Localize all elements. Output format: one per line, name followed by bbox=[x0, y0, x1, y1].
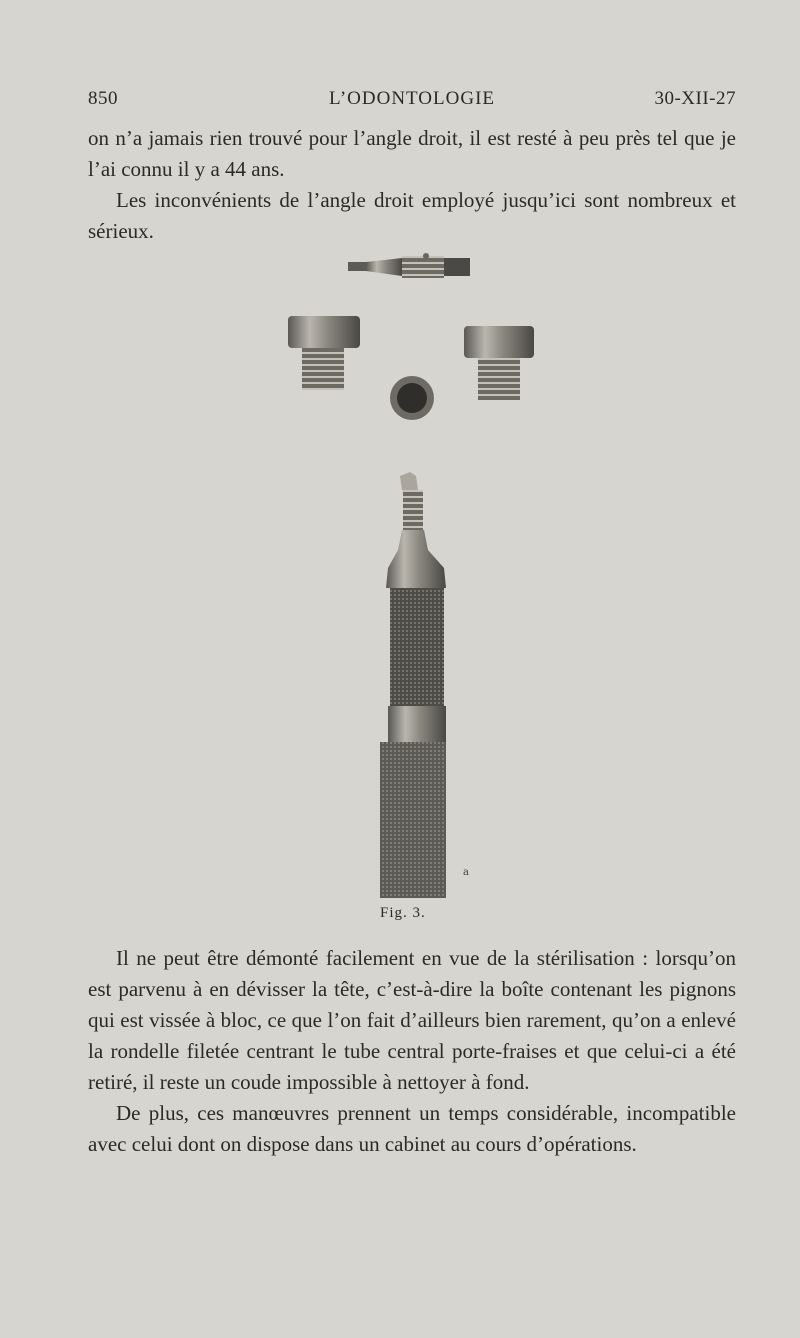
paragraph-continuation: on n’a jamais rien trouvé pour l’angle droit, il est resté à peu près tel que je l’ai connu il y a 44 ans. bbox=[88, 126, 736, 181]
spindle-part bbox=[348, 253, 470, 278]
page-header bbox=[88, 88, 736, 118]
page-number: 850 bbox=[88, 88, 118, 109]
threaded-cap-left bbox=[288, 316, 360, 390]
figure-caption: Fig. 3. bbox=[380, 905, 426, 921]
threaded-cap-right bbox=[464, 326, 534, 400]
paragraph: De plus, ces manœuvres prennent un temps considérable, incompatible avec celui dont on dispose dans un cabinet au cours d’opérations. bbox=[88, 1101, 736, 1156]
paragraph: Il ne peut être démonté facilement en vue de la stérilisation : lorsqu’on est parvenu à en dévisser la tête, c’est-à-dire la boîte contenant les pignons qui est vissée à bloc, ce que l’on fait d’ailleurs bien rarement, qu’on a enlevé la rondelle filetée centrant le tube central porte-fraises et que celui-ci a été retiré, il reste un coude impossible à nettoyer à fond. bbox=[88, 946, 736, 1094]
handpiece-body bbox=[380, 472, 446, 898]
text-block-bottom bbox=[88, 943, 736, 1160]
issue-date: 30-XII-27 bbox=[654, 88, 736, 109]
paragraph: Les inconvénients de l’angle droit employé jusqu’ici sont nombreux et sérieux. bbox=[88, 188, 736, 243]
figure-marker-letter: a bbox=[463, 867, 469, 878]
text-block-top bbox=[88, 123, 736, 247]
figure-dental-handpiece-parts bbox=[270, 250, 570, 910]
running-title: L’ODONTOLOGIE bbox=[328, 88, 496, 109]
threaded-washer bbox=[390, 376, 434, 420]
